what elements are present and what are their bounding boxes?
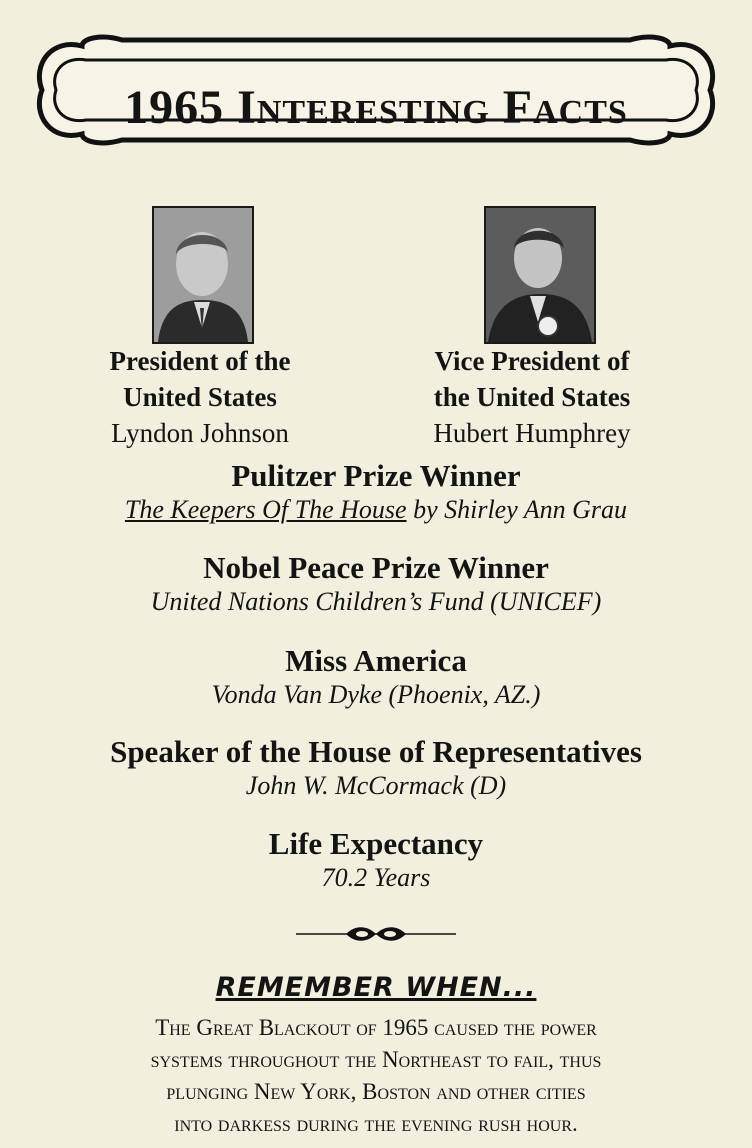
miss-america-value: Vonda Van Dyke (Phoenix, AZ.): [211, 680, 541, 709]
nobel-value: United Nations Children’s Fund (UNICEF): [150, 587, 602, 616]
pulitzer-author: by Shirley Ann Grau: [406, 495, 628, 524]
vice-president-name: Hubert Humphrey: [433, 418, 631, 448]
pulitzer-label: Pulitzer Prize Winner: [231, 458, 521, 493]
life-expectancy-value: 70.2 Years: [321, 863, 431, 892]
nobel-fact: [0, 550, 752, 618]
pulitzer-fact: [0, 458, 752, 526]
vice-president-role-line1: Vice President of: [434, 346, 630, 376]
president-name: Lyndon Johnson: [111, 418, 289, 448]
page-title: 1965 Interesting Facts: [124, 81, 628, 134]
remember-line: The Great Blackout of 1965 caused the power: [155, 1015, 597, 1040]
flourish-divider-icon: [296, 920, 456, 948]
president-caption: [70, 343, 330, 451]
vice-president-photo: [484, 206, 596, 344]
life-expectancy-label: Life Expectancy: [268, 826, 484, 861]
speaker-label: Speaker of the House of Representatives: [110, 734, 642, 769]
life-expectancy-fact: [0, 826, 752, 894]
remember-when-heading: REMEMBER WHEN...: [215, 972, 537, 1003]
remember-when-text: [40, 1012, 712, 1140]
title-banner: [22, 24, 730, 156]
vice-president-role-line2: the United States: [433, 382, 631, 412]
president-role-line2: United States: [123, 382, 277, 412]
pulitzer-value: [0, 494, 752, 526]
speaker-value: John W. McCormack (D): [245, 771, 507, 800]
remember-line: into darkess during the evening rush hour.: [174, 1111, 578, 1136]
speaker-fact: [0, 734, 752, 802]
nobel-label: Nobel Peace Prize Winner: [203, 550, 549, 585]
miss-america-fact: [0, 643, 752, 711]
vice-president-caption: [402, 343, 662, 451]
remember-line: plunging New York, Boston and other cities: [166, 1079, 586, 1104]
remember-line: systems throughout the Northeast to fail, thus: [150, 1047, 602, 1072]
president-role-line1: President of the: [109, 346, 291, 376]
pulitzer-book-title: The Keepers Of The House: [124, 495, 407, 524]
miss-america-label: Miss America: [285, 643, 467, 678]
president-photo: [152, 206, 254, 344]
